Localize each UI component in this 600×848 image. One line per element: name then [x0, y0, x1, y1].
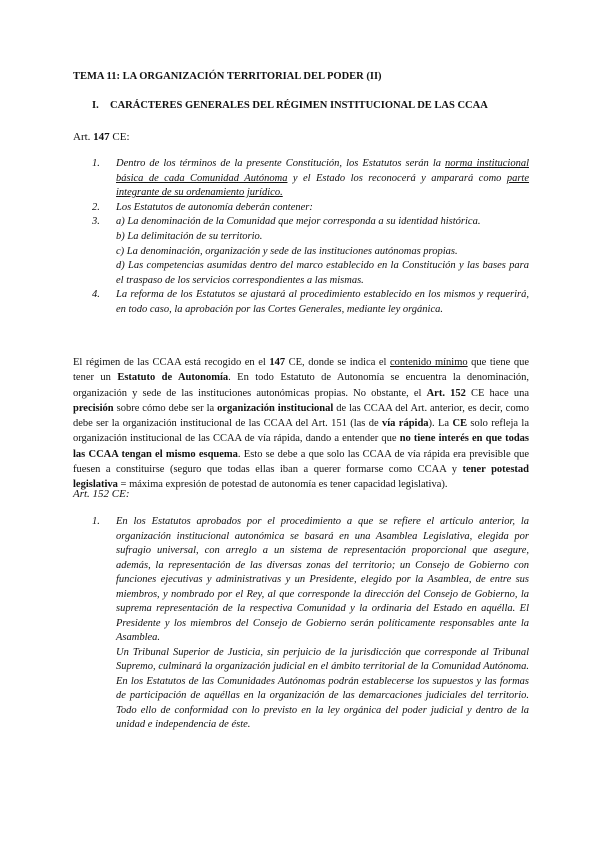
art-152-label: Art. 152 CE:: [73, 488, 130, 500]
art-147-label: Art. 147 CE:: [73, 131, 130, 143]
body-paragraph: El régimen de las CCAA está recogido en el 147 CE, donde se indica el contenido mínimo que tiene que tener un Estatuto de Autonomía. En todo Estatuto de Autonomía se encuentra la denominación, organización y sede de las instituciones autonómicas propias. No obstante, el Art. 152 CE hace una precisión sobre cómo debe ser la organización institucional de las CCAA del Art. anterior, es decir, como debe ser la organización institucional de las CCAA del Art. 151 (las de vía rápida). La CE solo refleja la organización institucional de las CCAA de vía rápida, dando a entender que no tiene interés en que todas las CCAA tengan el mismo esquema. Esto se debe a que solo las CCAA de vía rápida era previsible que fuesen a constituirse (seguro que todas ellas iban a querer formarse como CCAA y tener potestad legislativa = máxima expresión de potestad de autonomía es tener capacidad legislativa).: [73, 357, 530, 491]
list-item: 1. Dentro de los términos de la presente Constitución, los Estatutos serán la norma institucional básica de cada Comunidad Autónoma y el Estado los reconocerá y amparará como parte integrante de su ordenamiento jurídico.: [92, 158, 530, 199]
list-item: 4. La reforma de los Estatutos se ajustará al procedimiento establecido en los mismos y requerirá, en todo caso, la aprobación por las Cortes Generales, mediante ley orgánica.: [92, 289, 529, 315]
section-number: I.: [92, 100, 99, 111]
list-item: 1. En los Estatutos aprobados por el procedimiento a que se refiere el artículo anterior, la organización institucional autonómica se basará en una Asamblea Legislativa, elegida por sufragio universal, con arreglo a un sistema de representación proporcional que asegure, además, la representación de las diversas zonas del territorio; un Consejo de Gobierno con funciones ejecutivas y administrativas y un Presidente, elegido por la Asamblea, de entre sus miembros, y nombrado por el Rey, al que corresponde la dirección del Consejo de Gobierno, la suprema representación de la respectiva Comunidad y la ordinaria del Estado en aquélla. El Presidente y los miembros del Consejo de Gobierno serán políticamente responsables ante la Asamblea. Un Tribunal Superior de Justicia, sin perjuicio de la jurisdicción que corresponde al Tribunal Supremo, culminará la organización judicial en el ámbito territorial de la Comunidad Autónoma. En los Estatutos de las Comunidades Autónomas podrán establecerse los supuestos y las formas de participación de aquéllas en la organización de las demarcaciones judiciales del territorio. Todo ello de conformidad con lo previsto en la ley orgánica del poder judicial y dentro de la unidad e independencia de éste.: [92, 516, 529, 730]
art-147-list: [92, 157, 529, 318]
document-title: TEMA 11: LA ORGANIZACIÓN TERRITORIAL DEL PODER (II): [73, 71, 382, 82]
section-title: CARÁCTERES GENERALES DEL RÉGIMEN INSTITUCIONAL DE LAS CCAA: [110, 100, 488, 111]
art-152-list: [92, 515, 529, 733]
list-item: 3. a) La denominación de la Comunidad que mejor corresponda a su identidad histórica. b) La delimitación de su territorio. c) La denominación, organización y sede de las instituciones autónomas propias. d) Las competencias asumidas dentro del marco establecido en la Constitución y las bases para el traspaso de los servicios correspondientes a las mismas.: [92, 216, 529, 286]
list-item: 2. Los Estatutos de autonomía deberán contener:: [92, 201, 313, 213]
